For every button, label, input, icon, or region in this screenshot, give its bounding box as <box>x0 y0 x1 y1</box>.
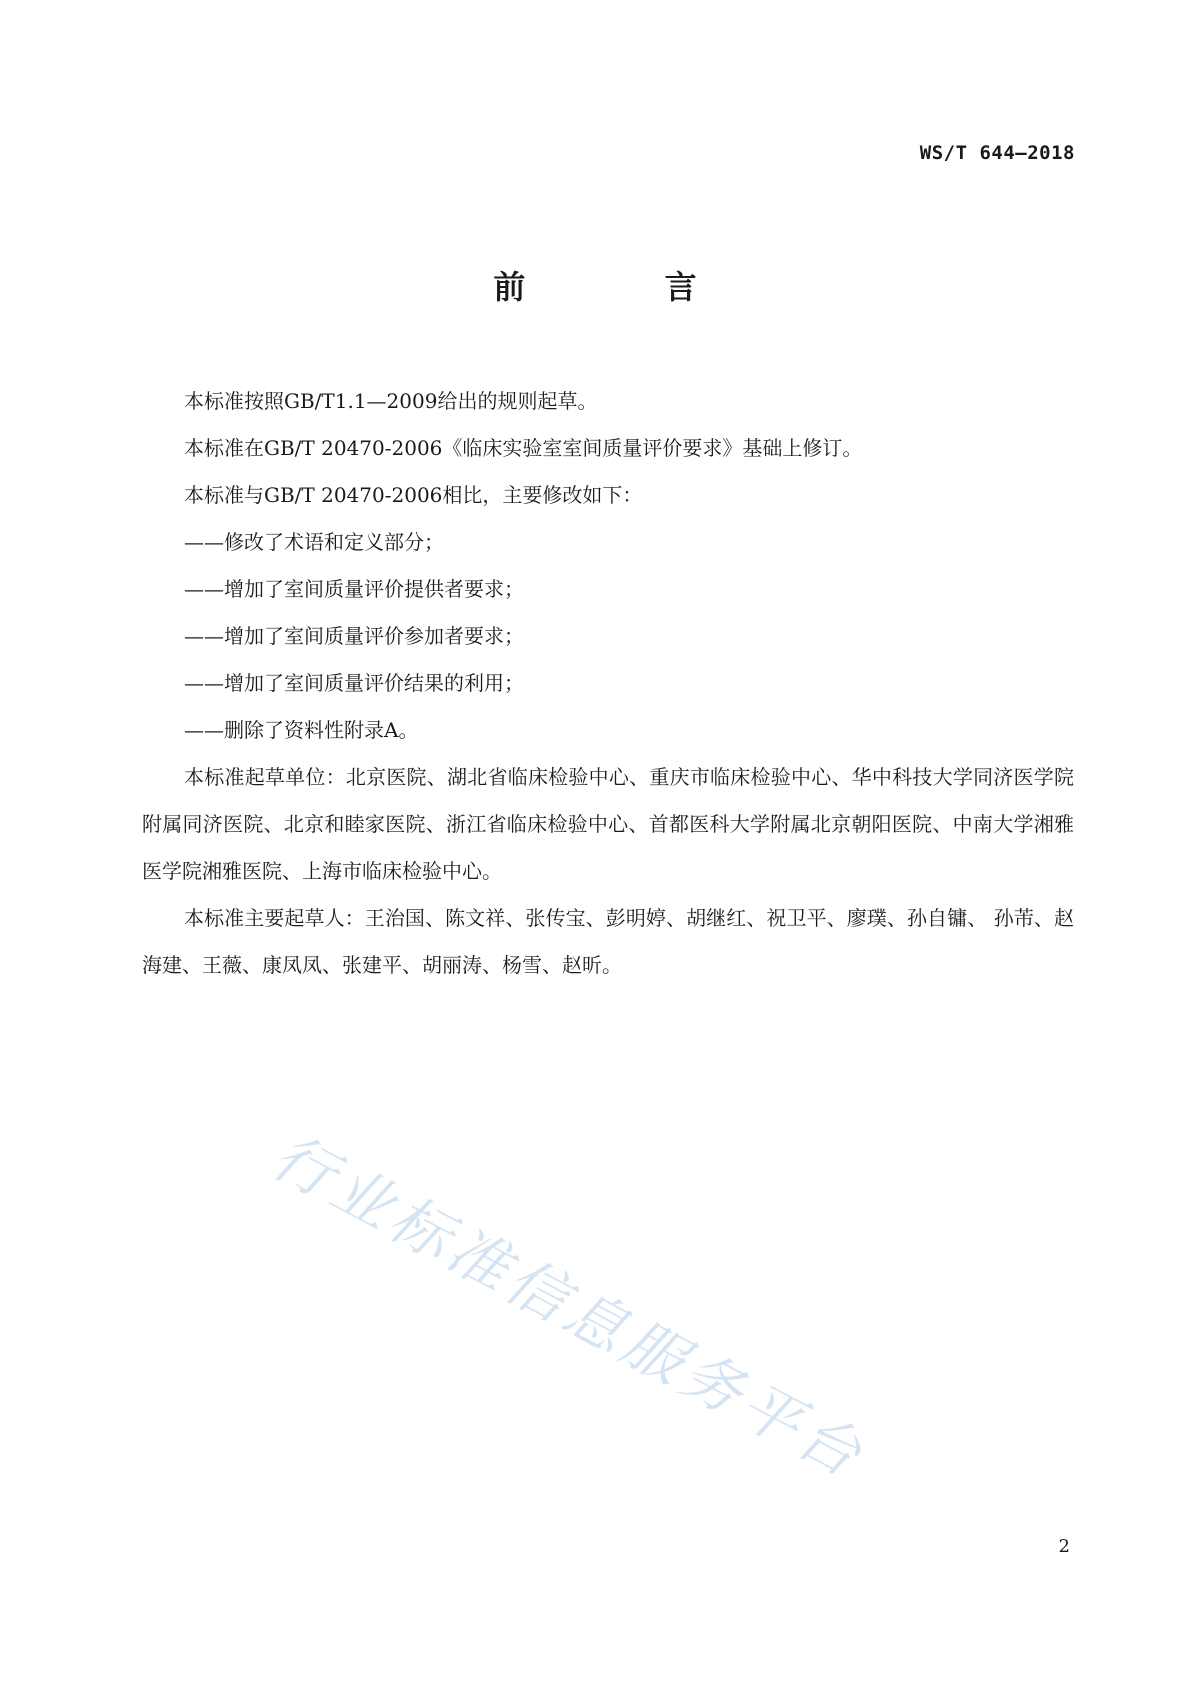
change-item: ——删除了资料性附录A。 <box>184 718 419 742</box>
change-item: ——增加了室间质量评价参加者要求； <box>184 624 524 648</box>
paragraph-drafting-units: 本标准起草单位：北京医院、湖北省临床检验中心、重庆市临床检验中心、华中科技大学同济医学院附属同济医院、北京和睦家医院、浙江省临床检验中心、首都医科大学附属北京朝阳医院、中南大学湘雅医学院湘雅医院、上海市临床检验中心。 <box>142 765 1074 883</box>
page-title: 前 言 <box>493 268 761 306</box>
paragraph-drafting-rules: 本标准按照GB/T1.1—2009给出的规则起草。 <box>184 389 598 413</box>
document-body <box>142 378 1074 989</box>
change-item: ——增加了室间质量评价结果的利用； <box>184 671 524 695</box>
paragraph-drafters: 本标准主要起草人：王治国、陈文祥、张传宝、彭明婷、胡继红、祝卫平、廖璞、孙自镛、 孙芾、赵海建、王薇、康凤凤、张建平、胡丽涛、杨雪、赵昕。 <box>142 906 1074 977</box>
page-number: 2 <box>1058 1536 1070 1557</box>
standard-code: WS/T 644—2018 <box>919 142 1075 164</box>
paragraph-revision-basis: 本标准在GB/T 20470-2006《临床实验室室间质量评价要求》基础上修订。 <box>184 436 863 460</box>
watermark: 行业标准信息服务平台 <box>261 1121 877 1494</box>
change-item: ——修改了术语和定义部分； <box>184 530 444 554</box>
paragraph-changes-intro: 本标准与GB/T 20470-2006相比，主要修改如下： <box>184 483 643 507</box>
change-item: ——增加了室间质量评价提供者要求； <box>184 577 524 601</box>
